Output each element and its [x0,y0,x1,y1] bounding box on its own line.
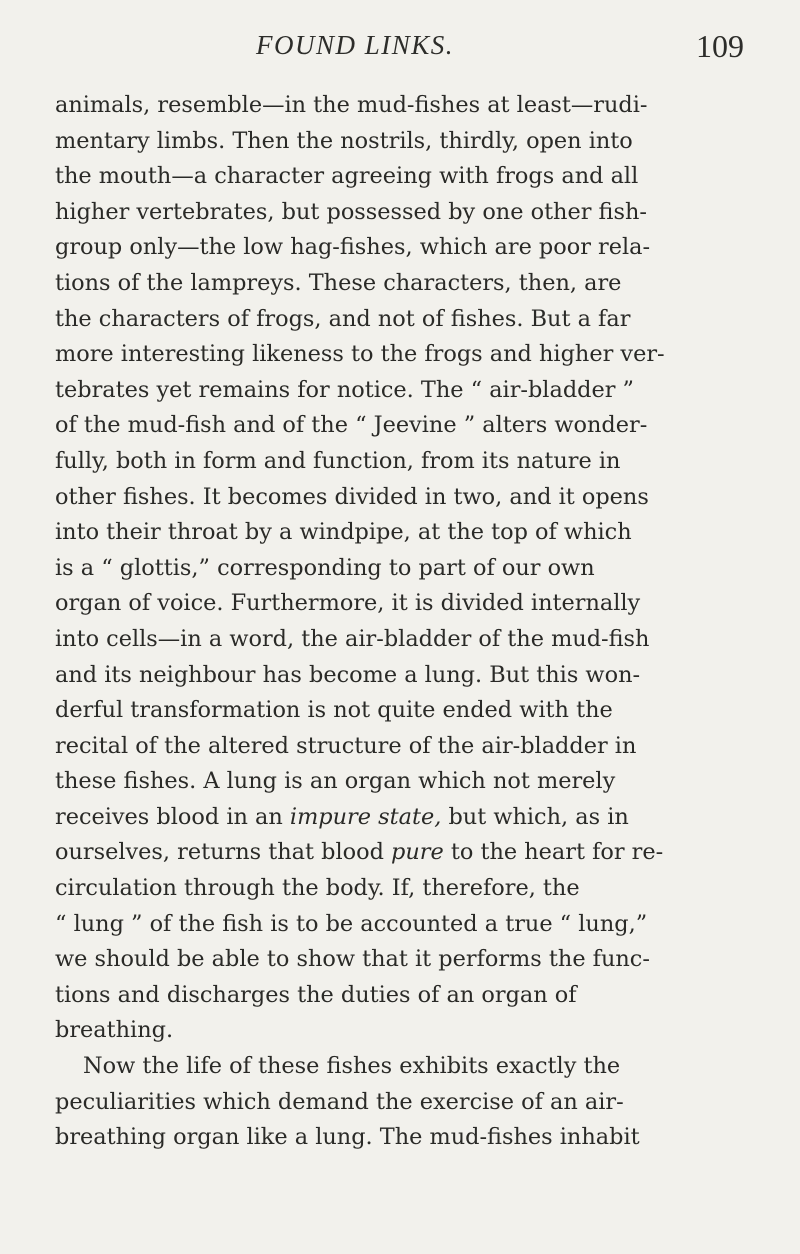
text-line-8: more interesting likeness to the frogs and higher ver- [55,341,665,368]
text-line-5: group only—the low hag-fishes, which are poor rela- [55,234,651,261]
text-line-14: is a “ glottis,” corresponding to part of our own [55,554,595,581]
text-fragment: ourselves, returns that blood [55,839,392,866]
text-line-7: the characters of frogs, and not of fishes. But a far [55,305,631,332]
text-line-10: of the mud-fish and of the “ Jeevine ” alters wonder- [55,412,648,439]
text-line-13: into their throat by a windpipe, at the top of which [55,519,632,546]
text-line-16: into cells—in a word, the air-bladder of the mud-fish [55,625,650,652]
text-line-27: breathing. [55,1017,174,1044]
text-line-1: animals, resemble—in the mud-fishes at least—rudi- [55,92,648,118]
text-line-12: other fishes. It becomes divided in two, and it opens [55,483,649,510]
text-line-25: we should be able to show that it performs the func- [55,946,650,973]
text-line-4: higher vertebrates, but possessed by one other fish- [55,198,647,225]
text-line-2: mentary limbs. Then the nostrils, thirdly, open into [55,127,633,154]
text-line-26: tions and discharges the duties of an organ of [55,981,577,1008]
text-line-28: Now the life of these fishes exhibits exactly the [83,1053,621,1080]
text-fragment: receives blood in an [55,803,290,830]
text-line-23: circulation through the body. If, therefore, the [55,875,580,902]
text-line-6: tions of the lampreys. These characters, then, are [55,269,622,296]
text-line-22 [55,835,745,871]
text-line-21 [55,800,745,836]
italic-phrase-impure-state: impure state, [289,803,442,830]
text-line-30: breathing organ like a lung. The mud-fishes inhabit [55,1124,640,1151]
text-line-15: organ of voice. Furthermore, it is divided internally [55,590,641,617]
text-line-17: and its neighbour has become a lung. But this won- [55,661,641,688]
text-line-24: “ lung ” of the fish is to be accounted a true “ lung,” [55,910,648,937]
text-line-18: derful transformation is not quite ended with the [55,697,613,724]
body-text [55,88,745,1156]
text-line-29: peculiarities which demand the exercise of an air- [55,1088,624,1115]
text-fragment: to the heart for re- [443,839,664,866]
page-number: 109 [696,28,744,64]
text-line-3: the mouth—a character agreeing with frogs and all [55,163,639,190]
text-line-9: tebrates yet remains for notice. The “ air-bladder ” [55,376,634,403]
running-title: FOUND LINKS. [256,30,455,60]
text-line-19: recital of the altered structure of the air-bladder in [55,732,637,759]
text-line-20: these fishes. A lung is an organ which not merely [55,768,616,795]
italic-word-pure: pure [391,839,444,866]
text-fragment: but which, as in [441,803,629,830]
text-line-11: fully, both in form and function, from its nature in [55,447,621,474]
